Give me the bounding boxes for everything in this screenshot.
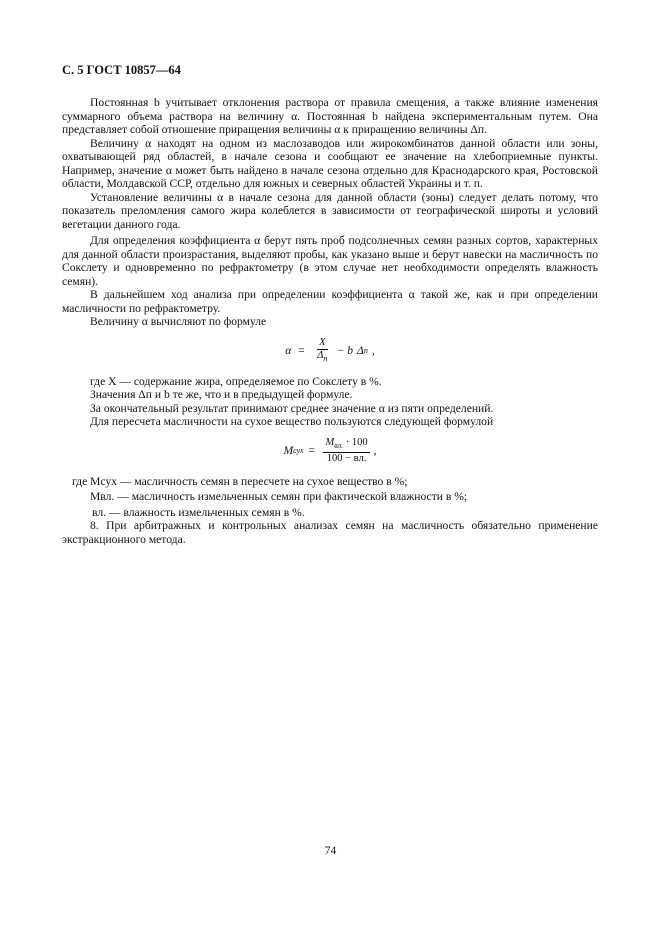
formula-alpha-numerator: X: [319, 336, 326, 348]
paragraph-1: Постоянная b учитывает отклонения раствора от правила смещения, а также влияние изменения суммарного объема раствора на величину α. Постоянная b найдена экспериментальным путем. Она представляет собой отношение приращения величины α к приращению величины Δп.: [62, 96, 598, 136]
formula-alpha-lhs: α: [285, 343, 292, 357]
formula-dry-numerator: [323, 437, 369, 453]
document-body: [62, 96, 598, 546]
paragraph-4: Для определения коэффициента α берут пять проб подсолнечных семян разных сортов, характерных для данной области произрастания, выделяют пробы, как указано выше и берут навески на масличность по Сокслету и одновременно по рефрактометру (в этом случае нет необходимости определять влажность семян).: [62, 234, 598, 288]
paragraph-7: где X — содержание жира, определяемое по Сокслету в %.: [90, 374, 382, 388]
formula-dry-num-rest: · 100: [345, 436, 368, 448]
where-vl: вл. — влажность измельченных семян в %.: [92, 505, 305, 519]
paragraph-8-arbitration: 8. При арбитражных и контрольных анализах семян на масличность обязательно применение экстракционного метода.: [62, 519, 598, 546]
formula-dry-eq: =: [307, 443, 316, 457]
formula-dry-num-sub: вл.: [334, 440, 344, 450]
formula-dry-lhs: M: [283, 443, 294, 457]
formula-alpha-den-main: Δ: [317, 349, 324, 361]
paragraph-8: Значения Δп и b те же, что и в предыдущей формуле.: [90, 388, 353, 401]
where-mvl: Mвл. — масличность измельченных семян при фактической влажности в %;: [90, 490, 468, 503]
formula-alpha-eq: =: [297, 343, 306, 357]
formula-alpha-delta: Δ: [357, 343, 364, 357]
formula-alpha-minus: −: [336, 343, 345, 357]
paragraph-3: Установление величины α в начале сезона для данной области (зоны) следует делать потому, что показатель преломления самого жира колеблется в зависимости от географической широты и условий вегетации данного года.: [62, 190, 598, 231]
formula-dry-lhs-sub: сух: [293, 445, 304, 455]
formula-alpha-fraction: [315, 337, 329, 365]
formula-dry-tail: ,: [373, 443, 377, 457]
formula-dry-basis: [62, 437, 598, 465]
paragraph-9: За окончательный результат принимают среднее значение α из пяти определений.: [90, 401, 494, 415]
formula-alpha-tail: ,: [371, 343, 375, 357]
formula-dry-denominator: 100 − вл.: [326, 452, 367, 464]
paragraph-2: Величину α находят на одном из маслозаводов или жирокомбинатов данной области или зоны, охватывающей ряд областей, в начале сезона и сообщают ее значение на хлебоприемные пункты. Например, значение α может быть найдено в начале сезона отдельно для Краснодарского края, Ростовской области, Молдавской ССР, отдельно для южных и северных областей Украины и т. п.: [62, 136, 598, 190]
formula-alpha-delta-sub: п: [363, 345, 368, 355]
page-header: С. 5 ГОСТ 10857—64: [62, 63, 181, 77]
formula-dry-num-main: M: [325, 436, 335, 448]
formula-dry-fraction: [323, 437, 369, 465]
paragraph-10: Для пересчета масличности на сухое вещество пользуются следующей формулой: [90, 415, 494, 428]
formula-alpha-den-sub: п: [323, 353, 328, 363]
formula-alpha: [62, 337, 598, 365]
formula-alpha-denominator: [315, 350, 329, 365]
paragraph-6: Величину α вычисляют по формуле: [90, 315, 267, 328]
where-msux: где Mсух — масличность семян в пересчете на сухое вещество в %;: [72, 474, 408, 488]
page-number: 74: [324, 845, 337, 857]
formula-alpha-b: b: [347, 343, 353, 357]
paragraph-5: В дальнейшем ход анализа при определении коэффициента α такой же, как и при определении масличности по рефрактометру.: [62, 288, 598, 315]
